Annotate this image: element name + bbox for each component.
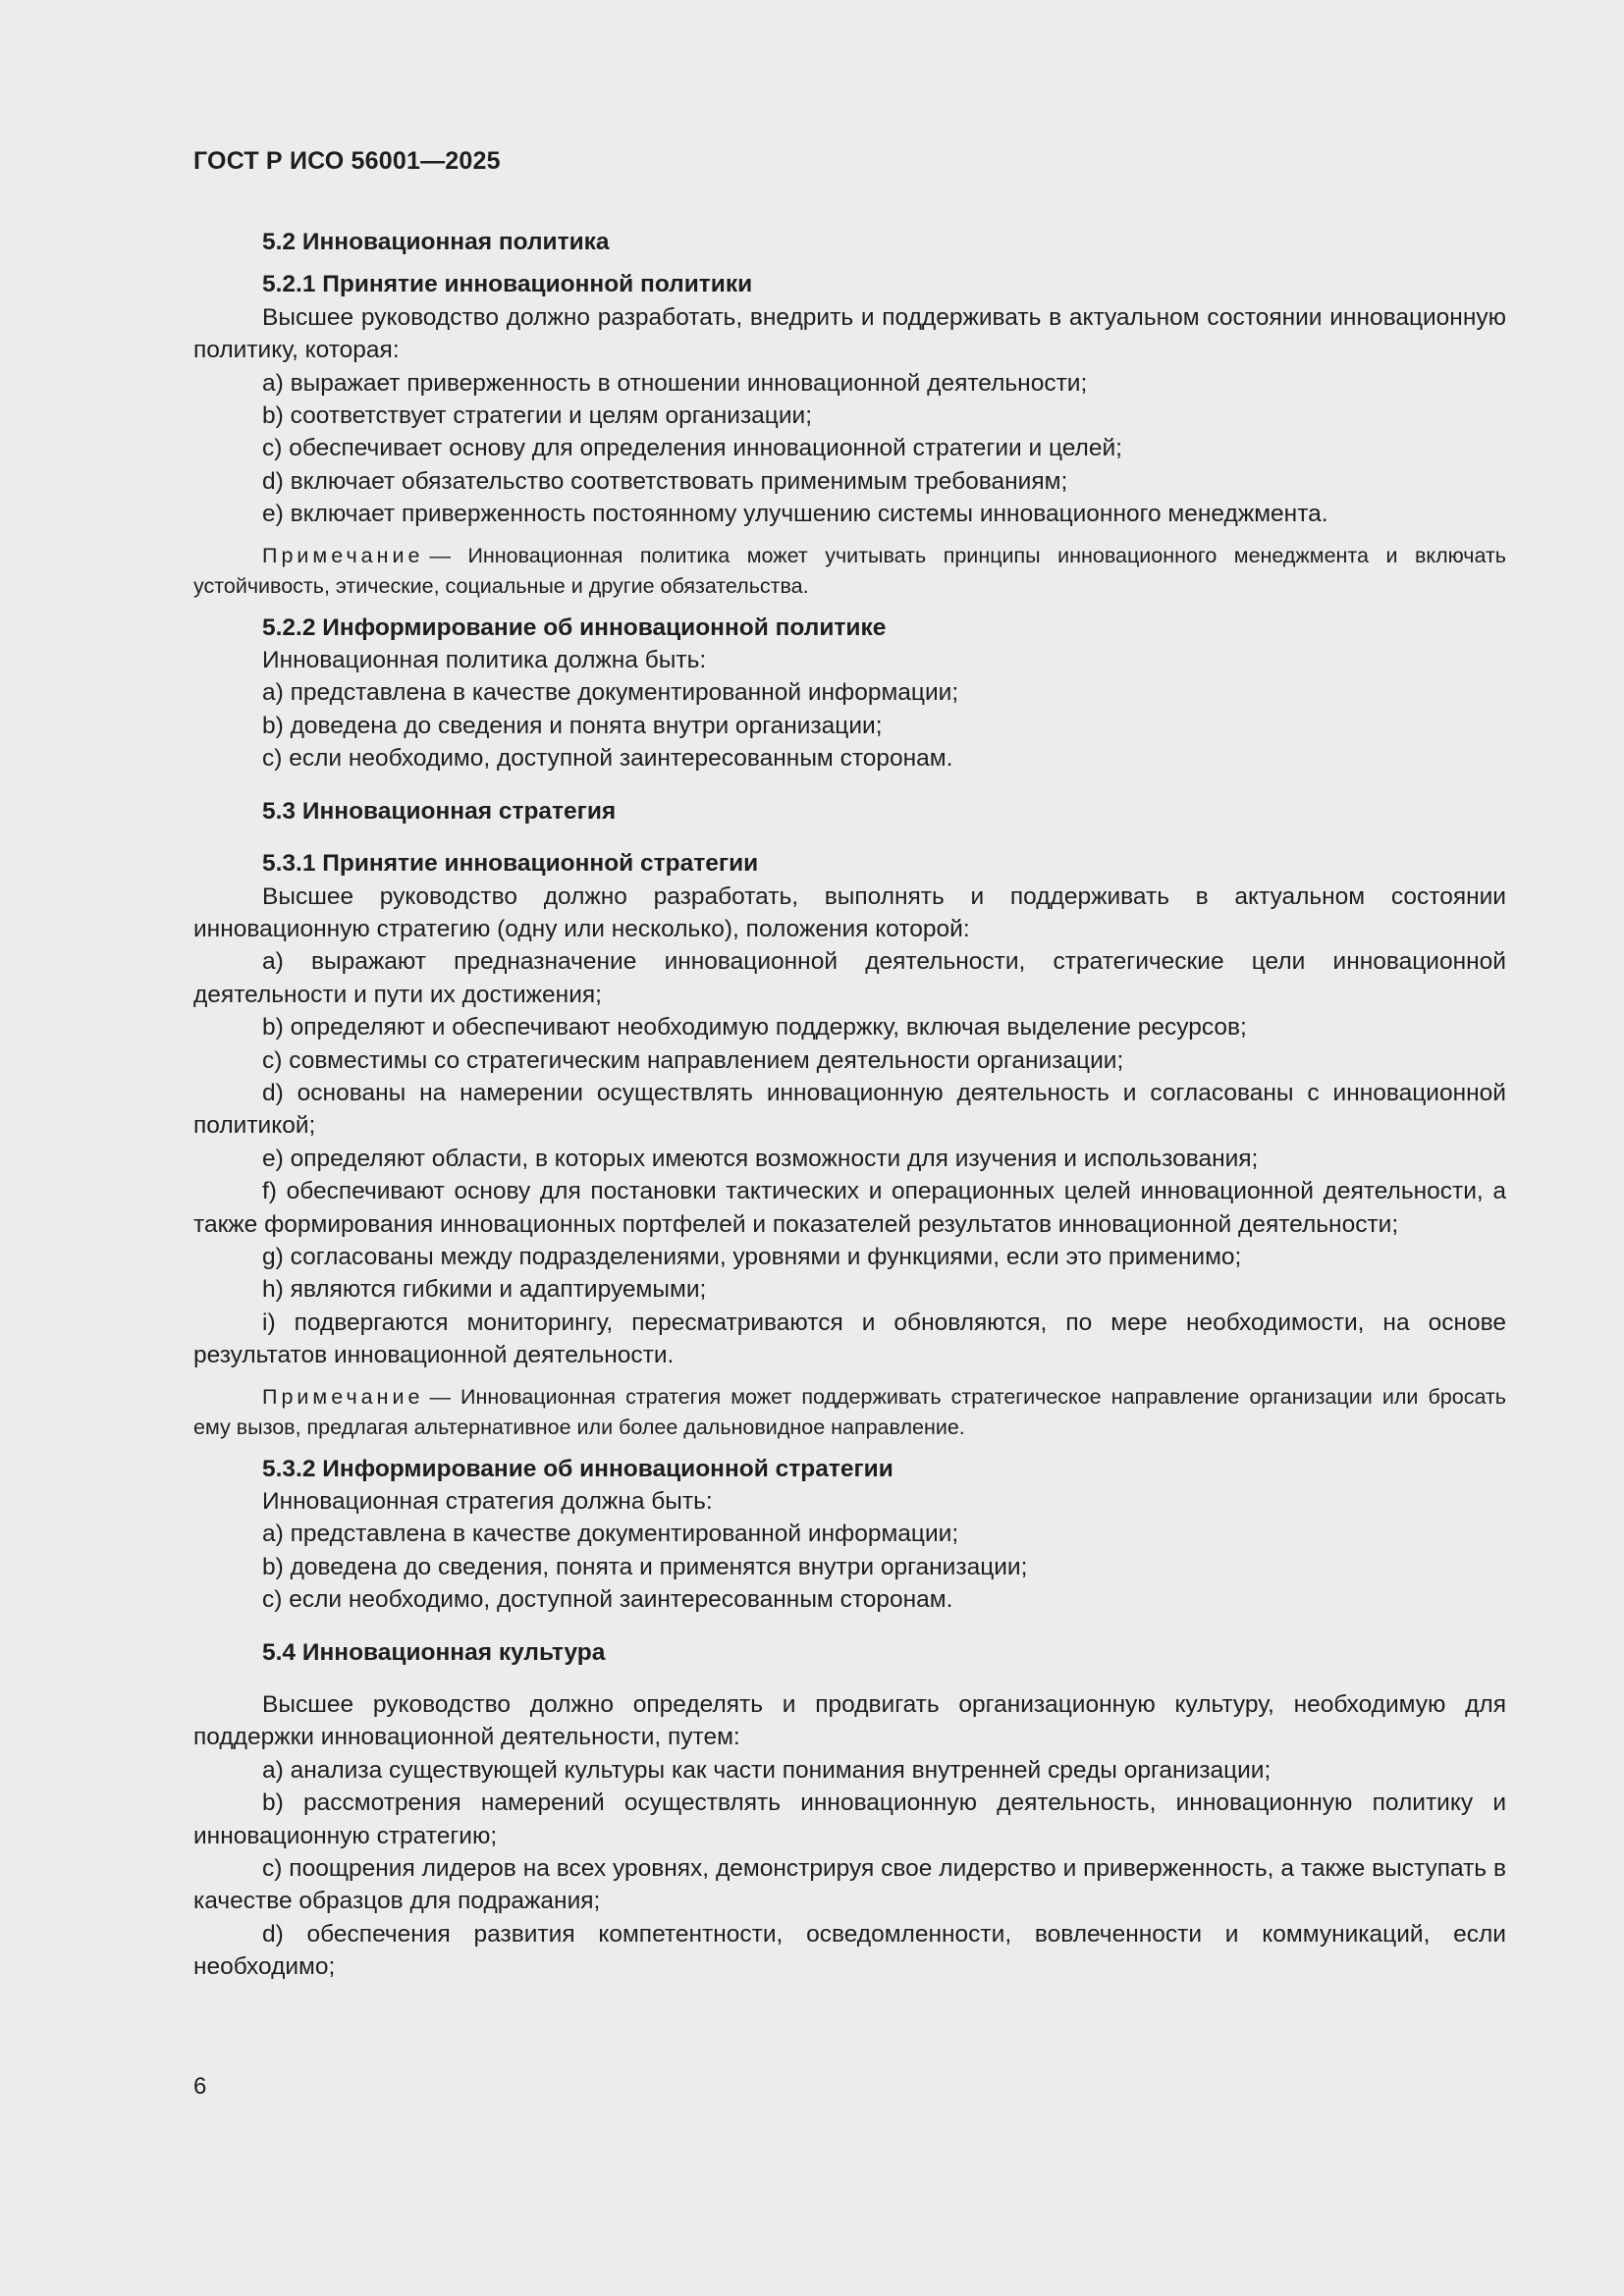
- body-paragraph: i) подвергаются мониторингу, пересматриваются и обновляются, по мере необходимости, на основе результатов инновационной деятельности.: [193, 1308, 1506, 1369]
- body-paragraph: e) определяют области, в которых имеются возможности для изучения и использования;: [262, 1145, 1259, 1172]
- body-paragraph: a) выражают предназначение инновационной деятельности, стратегические цели инновационной деятельности и пути их достижения;: [193, 948, 1506, 1008]
- body-paragraph: Высшее руководство должно определять и продвигать организационную культуру, необходимую для поддержки инновационной деятельности, путем:: [193, 1691, 1506, 1751]
- body-paragraph: a) представлена в качестве документированной информации;: [262, 1521, 959, 1548]
- section-heading: 5.2.2 Информирование об инновационной политике: [262, 614, 887, 641]
- body-paragraph: g) согласованы между подразделениями, уровнями и функциями, если это применимо;: [262, 1243, 1242, 1270]
- section-heading: 5.2 Инновационная политика: [262, 229, 610, 255]
- body-paragraph: b) определяют и обеспечивают необходимую поддержку, включая выделение ресурсов;: [262, 1014, 1247, 1041]
- body-paragraph: d) основаны на намерении осуществлять инновационную деятельность и согласованы с инновационной политикой;: [193, 1079, 1506, 1140]
- body-paragraph: b) рассмотрения намерений осуществлять инновационную деятельность, инновационную политику и инновационную стратегию;: [193, 1789, 1506, 1849]
- body-paragraph: c) совместимы со стратегическим направлением деятельности организации;: [262, 1046, 1124, 1074]
- body-paragraph: c) поощрения лидеров на всех уровнях, демонстрируя свое лидерство и приверженность, а также выступать в качестве образцов для подражания;: [193, 1855, 1506, 1915]
- document-header: ГОСТ Р ИСО 56001—2025: [193, 147, 501, 175]
- document-body: [193, 226, 1506, 1984]
- body-paragraph: a) представлена в качестве документированной информации;: [262, 679, 959, 707]
- note-paragraph: [193, 1382, 1506, 1443]
- body-paragraph: d) обеспечения развития компетентности, осведомленности, вовлеченности и коммуникаций, если необходимо;: [193, 1920, 1506, 1981]
- body-paragraph: a) выражает приверженность в отношении инновационной деятельности;: [262, 369, 1088, 397]
- section-heading: 5.4 Инновационная культура: [262, 1638, 606, 1666]
- body-paragraph: b) доведена до сведения и понята внутри организации;: [262, 712, 883, 739]
- body-paragraph: e) включает приверженность постоянному улучшению системы инновационного менеджмента.: [262, 501, 1328, 528]
- body-paragraph: b) доведена до сведения, понята и применятся внутри организации;: [262, 1553, 1028, 1580]
- note-label: Примечание: [262, 1384, 424, 1409]
- body-paragraph: Высшее руководство должно разработать, выполнять и поддерживать в актуальном состоянии инновационную стратегию (одну или несколько), положения которой:: [193, 882, 1506, 942]
- body-paragraph: Инновационная политика должна быть:: [262, 647, 707, 674]
- body-paragraph: h) являются гибкими и адаптируемыми;: [262, 1276, 707, 1304]
- body-paragraph: b) соответствует стратегии и целям организации;: [262, 402, 813, 430]
- section-heading: 5.3 Инновационная стратегия: [262, 797, 617, 825]
- body-paragraph: c) если необходимо, доступной заинтересованным сторонам.: [262, 1586, 953, 1614]
- body-paragraph: Высшее руководство должно разработать, внедрить и поддерживать в актуальном состоянии инновационную политику, которая:: [193, 303, 1506, 364]
- note-text: — Инновационная стратегия может поддерживать стратегическое направление организации или бросать ему вызов, предлагая альтернативное или более дальновидное направление.: [193, 1384, 1506, 1439]
- body-paragraph: a) анализа существующей культуры как части понимания внутренней среды организации;: [262, 1756, 1272, 1784]
- section-heading: 5.3.2 Информирование об инновационной стратегии: [262, 1455, 893, 1482]
- section-heading: 5.2.1 Принятие инновационной политики: [262, 271, 753, 298]
- body-paragraph: f) обеспечивают основу для постановки тактических и операционных целей инновационной деятельности, а также формирования инновационных портфелей и показателей результатов инновационной деятельности;: [193, 1178, 1506, 1238]
- body-paragraph: Инновационная стратегия должна быть:: [262, 1488, 713, 1515]
- note-paragraph: [193, 541, 1506, 602]
- note-label: Примечание: [262, 543, 424, 567]
- page-number: 6: [193, 2073, 207, 2100]
- body-paragraph: c) обеспечивает основу для определения инновационной стратегии и целей;: [262, 435, 1122, 462]
- section-heading: 5.3.1 Принятие инновационной стратегии: [262, 850, 759, 878]
- note-text: — Инновационная политика может учитывать принципы инновационного менеджмента и включать устойчивость, этические, социальные и другие обязательства.: [193, 543, 1506, 598]
- body-paragraph: c) если необходимо, доступной заинтересованным сторонам.: [262, 745, 953, 773]
- body-paragraph: d) включает обязательство соответствовать применимым требованиям;: [262, 467, 1068, 495]
